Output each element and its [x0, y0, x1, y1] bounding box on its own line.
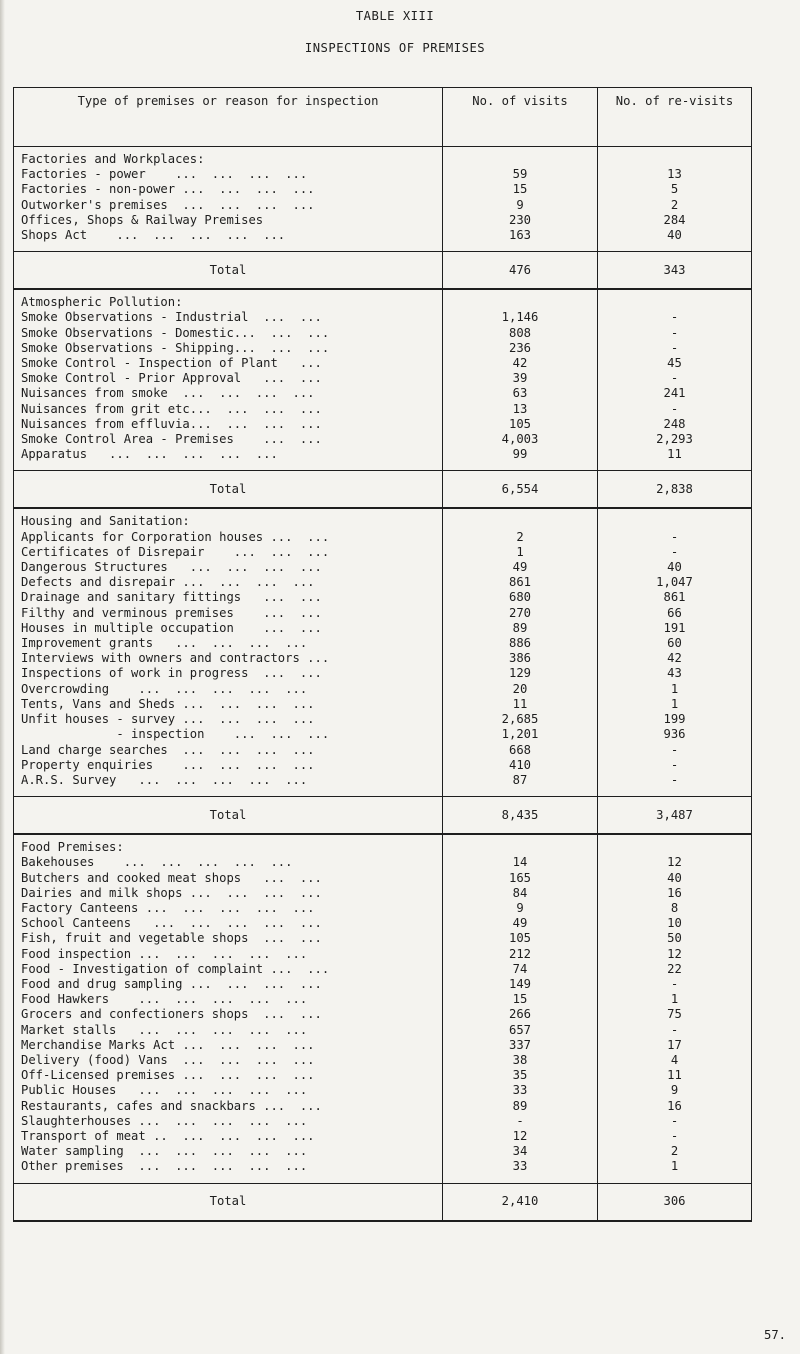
total-row: [14, 797, 752, 835]
row-label: A.R.S. Survey ... ... ... ... ...: [14, 773, 443, 797]
row-label: Other premises ... ... ... ... ...: [14, 1159, 443, 1183]
row-label: Grocers and confectioners shops ... ...: [14, 1007, 443, 1022]
total-visits: 476: [443, 252, 598, 290]
table-row: [14, 417, 752, 432]
table-row: [14, 167, 752, 182]
table-row: [14, 341, 752, 356]
revisits-value: 1: [598, 992, 752, 1007]
table-row: [14, 356, 752, 371]
visits-value: 1: [443, 545, 598, 560]
table-row: [14, 590, 752, 605]
total-revisits: 2,838: [598, 471, 752, 509]
revisits-value: -: [598, 773, 752, 797]
revisits-value: 43: [598, 666, 752, 681]
empty-cell: [443, 508, 598, 529]
revisits-value: -: [598, 402, 752, 417]
row-label: Smoke Control - Prior Approval ... ...: [14, 371, 443, 386]
visits-value: 4,003: [443, 432, 598, 447]
row-label: Public Houses ... ... ... ... ...: [14, 1083, 443, 1098]
visits-value: 59: [443, 167, 598, 182]
table-row: [14, 530, 752, 545]
row-label: Slaughterhouses ... ... ... ... ...: [14, 1114, 443, 1129]
table-row: [14, 621, 752, 636]
revisits-value: -: [598, 310, 752, 325]
empty-cell: [598, 834, 752, 855]
section-heading-row: [14, 834, 752, 855]
visits-value: 236: [443, 341, 598, 356]
visits-value: 9: [443, 198, 598, 213]
visits-value: 39: [443, 371, 598, 386]
row-label: Smoke Observations - Domestic... ... ...: [14, 326, 443, 341]
row-label: Outworker's premises ... ... ... ...: [14, 198, 443, 213]
revisits-value: 10: [598, 916, 752, 931]
revisits-value: 17: [598, 1038, 752, 1053]
revisits-value: 9: [598, 1083, 752, 1098]
row-label: Nuisances from smoke ... ... ... ...: [14, 386, 443, 401]
revisits-value: -: [598, 530, 752, 545]
empty-cell: [443, 147, 598, 168]
revisits-value: -: [598, 758, 752, 773]
row-label: Food - Investigation of complaint ... ...: [14, 962, 443, 977]
row-label: Dangerous Structures ... ... ... ...: [14, 560, 443, 575]
visits-value: 42: [443, 356, 598, 371]
total-label: Total: [14, 797, 443, 835]
visits-value: 35: [443, 1068, 598, 1083]
table-row: [14, 326, 752, 341]
table-row: [14, 855, 752, 870]
table-row: [14, 886, 752, 901]
table-row: [14, 977, 752, 992]
revisits-value: 40: [598, 228, 752, 252]
row-label: Off-Licensed premises ... ... ... ...: [14, 1068, 443, 1083]
visits-value: 657: [443, 1023, 598, 1038]
row-label: Nuisances from effluvia... ... ... ...: [14, 417, 443, 432]
row-label: Dairies and milk shops ... ... ... ...: [14, 886, 443, 901]
revisits-value: 40: [598, 560, 752, 575]
page-number: 57.: [763, 1328, 786, 1342]
visits-value: 386: [443, 651, 598, 666]
section-heading-row: [14, 508, 752, 529]
header-row: [14, 88, 752, 147]
empty-cell: [443, 289, 598, 310]
row-label: Factory Canteens ... ... ... ... ...: [14, 901, 443, 916]
row-label: Nuisances from grit etc... ... ... ...: [14, 402, 443, 417]
table-row: [14, 636, 752, 651]
revisits-value: 4: [598, 1053, 752, 1068]
row-label: Land charge searches ... ... ... ...: [14, 743, 443, 758]
visits-value: 34: [443, 1144, 598, 1159]
row-label: Smoke Observations - Shipping... ... ...: [14, 341, 443, 356]
row-label: Fish, fruit and vegetable shops ... ...: [14, 931, 443, 946]
row-label: Applicants for Corporation houses ... ...: [14, 530, 443, 545]
revisits-value: 16: [598, 886, 752, 901]
visits-value: 808: [443, 326, 598, 341]
visits-value: 129: [443, 666, 598, 681]
table-row: [14, 712, 752, 727]
row-label: Unfit houses - survey ... ... ... ...: [14, 712, 443, 727]
visits-value: -: [443, 1114, 598, 1129]
revisits-value: 199: [598, 712, 752, 727]
visits-value: 49: [443, 916, 598, 931]
row-label: Offices, Shops & Railway Premises: [14, 213, 443, 228]
table-row: [14, 1023, 752, 1038]
visits-value: 163: [443, 228, 598, 252]
visits-value: 680: [443, 590, 598, 605]
revisits-value: 1: [598, 682, 752, 697]
row-label: Food inspection ... ... ... ... ...: [14, 947, 443, 962]
revisits-value: 2: [598, 1144, 752, 1159]
row-label: Overcrowding ... ... ... ... ...: [14, 682, 443, 697]
revisits-value: 11: [598, 447, 752, 471]
table-row: [14, 560, 752, 575]
revisits-value: -: [598, 1129, 752, 1144]
table-row: [14, 1083, 752, 1098]
row-label: Property enquiries ... ... ... ...: [14, 758, 443, 773]
table-row: [14, 1099, 752, 1114]
visits-value: 105: [443, 417, 598, 432]
table-row: [14, 773, 752, 797]
revisits-value: -: [598, 1023, 752, 1038]
revisits-value: -: [598, 1114, 752, 1129]
total-label: Total: [14, 471, 443, 509]
revisits-value: 22: [598, 962, 752, 977]
row-label: Food and drug sampling ... ... ... ...: [14, 977, 443, 992]
table-row: [14, 182, 752, 197]
visits-value: 87: [443, 773, 598, 797]
row-label: Inspections of work in progress ... ...: [14, 666, 443, 681]
row-label: Factories - non-power ... ... ... ...: [14, 182, 443, 197]
table-row: [14, 901, 752, 916]
table-row: [14, 651, 752, 666]
table-row: [14, 962, 752, 977]
visits-value: 270: [443, 606, 598, 621]
revisits-value: 66: [598, 606, 752, 621]
row-label: Defects and disrepair ... ... ... ...: [14, 575, 443, 590]
visits-value: 84: [443, 886, 598, 901]
revisits-value: 50: [598, 931, 752, 946]
table-row: [14, 1114, 752, 1129]
table-row: [14, 871, 752, 886]
empty-cell: [598, 289, 752, 310]
revisits-value: 12: [598, 947, 752, 962]
total-label: Total: [14, 1183, 443, 1221]
table-row: [14, 198, 752, 213]
visits-value: 20: [443, 682, 598, 697]
table-row: [14, 1129, 752, 1144]
revisits-value: 16: [598, 1099, 752, 1114]
section-heading-row: [14, 289, 752, 310]
table-row: [14, 992, 752, 1007]
empty-cell: [443, 834, 598, 855]
visits-value: 230: [443, 213, 598, 228]
total-revisits: 343: [598, 252, 752, 290]
table-row: [14, 1068, 752, 1083]
revisits-value: 2: [598, 198, 752, 213]
table-row: [14, 386, 752, 401]
revisits-value: 861: [598, 590, 752, 605]
visits-value: 337: [443, 1038, 598, 1053]
revisits-value: 1: [598, 1159, 752, 1183]
revisits-value: 42: [598, 651, 752, 666]
row-label: Tents, Vans and Sheds ... ... ... ...: [14, 697, 443, 712]
total-visits: 2,410: [443, 1183, 598, 1221]
empty-cell: [598, 508, 752, 529]
revisits-value: 60: [598, 636, 752, 651]
row-label: Bakehouses ... ... ... ... ...: [14, 855, 443, 870]
row-label: Delivery (food) Vans ... ... ... ...: [14, 1053, 443, 1068]
table-row: [14, 682, 752, 697]
table-body: [14, 147, 752, 1221]
revisits-value: 248: [598, 417, 752, 432]
row-label: Apparatus ... ... ... ... ...: [14, 447, 443, 471]
total-visits: 6,554: [443, 471, 598, 509]
row-label: Drainage and sanitary fittings ... ...: [14, 590, 443, 605]
row-label: Improvement grants ... ... ... ...: [14, 636, 443, 651]
revisits-value: -: [598, 545, 752, 560]
row-label: School Canteens ... ... ... ... ...: [14, 916, 443, 931]
visits-value: 861: [443, 575, 598, 590]
visits-value: 149: [443, 977, 598, 992]
visits-value: 2: [443, 530, 598, 545]
row-label: Butchers and cooked meat shops ... ...: [14, 871, 443, 886]
revisits-value: 191: [598, 621, 752, 636]
revisits-value: 11: [598, 1068, 752, 1083]
revisits-value: 5: [598, 182, 752, 197]
table-row: [14, 432, 752, 447]
row-label: Restaurants, cafes and snackbars ... ...: [14, 1099, 443, 1114]
table-row: [14, 931, 752, 946]
visits-value: 2,685: [443, 712, 598, 727]
revisits-value: 1,047: [598, 575, 752, 590]
visits-value: 212: [443, 947, 598, 962]
visits-value: 668: [443, 743, 598, 758]
row-label: Market stalls ... ... ... ... ...: [14, 1023, 443, 1038]
column-header-revisits: No. of re-visits: [598, 88, 752, 147]
section-heading: Atmospheric Pollution:: [14, 289, 443, 310]
visits-value: 74: [443, 962, 598, 977]
revisits-value: -: [598, 977, 752, 992]
row-label: Shops Act ... ... ... ... ...: [14, 228, 443, 252]
table-row: [14, 697, 752, 712]
total-revisits: 3,487: [598, 797, 752, 835]
row-label: Water sampling ... ... ... ... ...: [14, 1144, 443, 1159]
table-row: [14, 947, 752, 962]
total-revisits: 306: [598, 1183, 752, 1221]
table-subtitle: INSPECTIONS OF PREMISES: [304, 41, 486, 55]
revisits-value: -: [598, 326, 752, 341]
table-row: [14, 1007, 752, 1022]
table-row: [14, 666, 752, 681]
visits-value: 89: [443, 1099, 598, 1114]
revisits-value: 241: [598, 386, 752, 401]
row-label: Filthy and verminous premises ... ...: [14, 606, 443, 621]
table-row: [14, 310, 752, 325]
row-label: Factories - power ... ... ... ...: [14, 167, 443, 182]
row-label: Smoke Control Area - Premises ... ...: [14, 432, 443, 447]
visits-value: 12: [443, 1129, 598, 1144]
visits-value: 105: [443, 931, 598, 946]
table-row: [14, 743, 752, 758]
total-visits: 8,435: [443, 797, 598, 835]
visits-value: 11: [443, 697, 598, 712]
column-header-type: Type of premises or reason for inspection: [14, 88, 443, 147]
row-label: Houses in multiple occupation ... ...: [14, 621, 443, 636]
revisits-value: 1: [598, 697, 752, 712]
visits-value: 89: [443, 621, 598, 636]
row-label: Transport of meat .. ... ... ... ...: [14, 1129, 443, 1144]
table-row: [14, 1038, 752, 1053]
table-row: [14, 228, 752, 252]
table-row: [14, 545, 752, 560]
scan-edge: [0, 0, 5, 1354]
row-label: Food Hawkers ... ... ... ... ...: [14, 992, 443, 1007]
empty-cell: [598, 147, 752, 168]
table-row: [14, 916, 752, 931]
table-row: [14, 575, 752, 590]
section-heading-row: [14, 147, 752, 168]
revisits-value: 45: [598, 356, 752, 371]
section-heading: Housing and Sanitation:: [14, 508, 443, 529]
revisits-value: 75: [598, 1007, 752, 1022]
revisits-value: -: [598, 371, 752, 386]
visits-value: 886: [443, 636, 598, 651]
total-row: [14, 471, 752, 509]
table-row: [14, 447, 752, 471]
visits-value: 13: [443, 402, 598, 417]
visits-value: 63: [443, 386, 598, 401]
row-label: Smoke Control - Inspection of Plant ...: [14, 356, 443, 371]
total-row: [14, 1183, 752, 1221]
row-label: Interviews with owners and contractors ...: [14, 651, 443, 666]
column-header-visits: No. of visits: [443, 88, 598, 147]
visits-value: 9: [443, 901, 598, 916]
table-title: TABLE XIII: [355, 9, 435, 23]
revisits-value: 8: [598, 901, 752, 916]
visits-value: 165: [443, 871, 598, 886]
visits-value: 14: [443, 855, 598, 870]
table-row: [14, 371, 752, 386]
table-row: [14, 758, 752, 773]
row-label: Smoke Observations - Industrial ... ...: [14, 310, 443, 325]
revisits-value: 936: [598, 727, 752, 742]
visits-value: 1,201: [443, 727, 598, 742]
revisits-value: -: [598, 743, 752, 758]
revisits-value: 40: [598, 871, 752, 886]
section-heading: Factories and Workplaces:: [14, 147, 443, 168]
section-heading: Food Premises:: [14, 834, 443, 855]
visits-value: 15: [443, 182, 598, 197]
visits-value: 38: [443, 1053, 598, 1068]
total-row: [14, 252, 752, 290]
visits-value: 99: [443, 447, 598, 471]
visits-value: 33: [443, 1083, 598, 1098]
total-label: Total: [14, 252, 443, 290]
table-row: [14, 402, 752, 417]
revisits-value: -: [598, 341, 752, 356]
table-row: [14, 1159, 752, 1183]
table-row: [14, 1144, 752, 1159]
visits-value: 266: [443, 1007, 598, 1022]
visits-value: 33: [443, 1159, 598, 1183]
revisits-value: 284: [598, 213, 752, 228]
inspections-table: [13, 87, 752, 1222]
visits-value: 1,146: [443, 310, 598, 325]
row-label: - inspection ... ... ...: [14, 727, 443, 742]
revisits-value: 12: [598, 855, 752, 870]
table-row: [14, 727, 752, 742]
table-row: [14, 213, 752, 228]
visits-value: 15: [443, 992, 598, 1007]
row-label: Merchandise Marks Act ... ... ... ...: [14, 1038, 443, 1053]
revisits-value: 13: [598, 167, 752, 182]
revisits-value: 2,293: [598, 432, 752, 447]
visits-value: 410: [443, 758, 598, 773]
table-row: [14, 1053, 752, 1068]
table-row: [14, 606, 752, 621]
visits-value: 49: [443, 560, 598, 575]
row-label: Certificates of Disrepair ... ... ...: [14, 545, 443, 560]
